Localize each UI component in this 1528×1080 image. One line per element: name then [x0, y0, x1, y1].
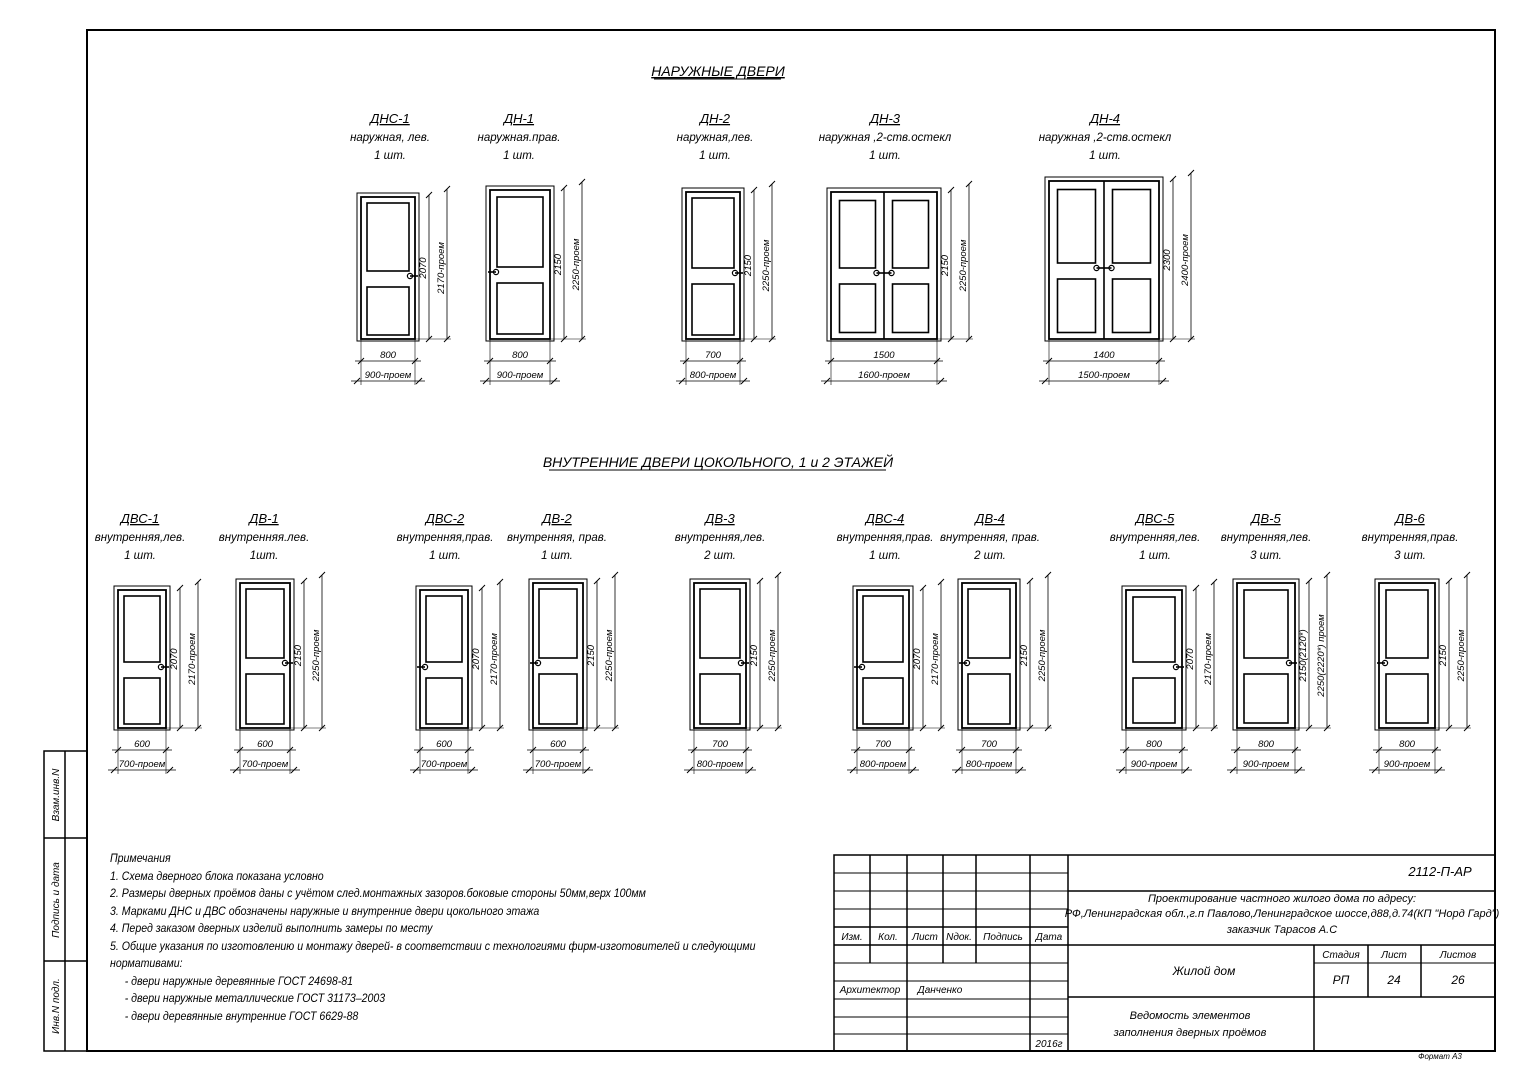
exterior-doors-heading: НАРУЖНЫЕ ДВЕРИ [651, 63, 785, 79]
interior-door-height: 2070 [471, 648, 482, 670]
exterior-door-opening-height: 2400-проем [1180, 234, 1191, 286]
interior-door-frame [1375, 579, 1439, 730]
interior-door-description: внутренняя,прав. [1361, 532, 1459, 544]
standard-line: - двери деревянные внутренние ГОСТ 6629-88 [124, 1010, 359, 1023]
interior-door-description: внутренняя,лев. [1109, 532, 1201, 544]
interior-door-quantity: 3 шт. [1394, 550, 1426, 562]
interior-door-frame [1122, 586, 1186, 730]
interior-door-description: внутренняя, прав. [507, 532, 607, 544]
interior-door-quantity: 1 шт. [541, 550, 573, 562]
exterior-door-description: наружная,лев. [676, 132, 754, 144]
interior-door-leaf-outline [962, 583, 1016, 728]
interior-door-opening-height: 2250-проем [604, 629, 615, 682]
exterior-door-width: 1400 [1093, 350, 1115, 361]
interior-door-frame [416, 586, 472, 730]
door-lower-panel [968, 674, 1010, 724]
interior-door-description: внутренняя,лев. [94, 532, 186, 544]
door-upper-panel [497, 197, 543, 267]
sheets-label: Листов [1439, 950, 1477, 961]
door-lower-panel [426, 678, 462, 724]
interior-door-mark: ДВ-6 [1395, 511, 1425, 526]
interior-door-height: 2070 [912, 648, 923, 670]
interior-door-width: 800 [1399, 739, 1415, 750]
exterior-door-description: наружная, лев. [350, 132, 430, 144]
door-upper-panel [893, 201, 929, 269]
door-upper-panel [968, 589, 1010, 658]
interior-door-opening-height: 2250-проем [1456, 629, 1467, 682]
interior-door-height: 2150 [293, 644, 304, 667]
drawing-code: 2112-П-АР [1408, 864, 1472, 879]
note-line: 4. Перед заказом дверных изделий выполнить замеры по месту [110, 923, 433, 935]
door-lower-panel [124, 678, 160, 724]
interior-door-mark: ДВС-4 [865, 511, 905, 526]
interior-door-description: внутренняя,прав. [836, 532, 934, 544]
door-upper-panel [700, 589, 740, 658]
door-lower-panel [893, 284, 929, 333]
exterior-door-opening-height: 2170-проем [436, 242, 447, 294]
interior-door-height: 2070 [169, 648, 180, 670]
interior-door-width: 700 [981, 739, 997, 750]
door-upper-panel [426, 596, 462, 662]
exterior-door-width: 700 [705, 350, 721, 361]
exterior-door-quantity: 1 шт. [374, 150, 406, 162]
project-line-1: Проектирование частного жилого дома по адресу: [1147, 893, 1417, 905]
interior-door-description: внутренняя, прав. [940, 532, 1040, 544]
interior-door-description: внутренняя.лев. [218, 532, 310, 544]
exterior-door-height: 2150 [743, 254, 754, 277]
role-architect: Архитектор [839, 985, 901, 996]
interior-door-opening-width: 800-проем [696, 759, 744, 770]
interior-door-height: 2150(2120*) [1298, 629, 1309, 682]
interior-door-leaf-outline [420, 590, 468, 728]
exterior-door-description: наружная ,2-ств.остекл [818, 132, 952, 144]
interior-door-opening-width: 700-проем [118, 759, 166, 770]
door-lower-panel [692, 284, 734, 335]
door-upper-panel [1113, 190, 1151, 264]
door-upper-panel [1058, 190, 1096, 264]
interior-door-frame [236, 579, 294, 730]
exterior-door-leaf-outline [490, 190, 550, 339]
interior-door-width: 600 [257, 739, 273, 750]
exterior-door-height: 2150 [553, 253, 564, 276]
door-lower-panel [1133, 678, 1175, 723]
interior-door-height: 2070 [1185, 648, 1196, 670]
interior-door-frame [690, 579, 750, 730]
interior-door-opening-width: 700-проем [420, 759, 468, 770]
note-line: 1. Схема дверного блока показана условно [110, 870, 324, 883]
interior-door-opening-height: 2250-проем [311, 629, 322, 682]
exterior-door-opening-width: 800-проем [689, 370, 737, 381]
col-data: Дата [1035, 932, 1063, 943]
note-line: 3. Марками ДНС и ДВС обозначены наружные и внутренние двери цокольного этажа [110, 905, 540, 918]
interior-door-opening-height: 2170-проем [930, 633, 941, 685]
side-stamp-podpis: Подпись и дата [51, 862, 62, 938]
interior-door-width: 600 [134, 739, 150, 750]
interior-door-opening-width: 900-проем [1383, 759, 1431, 770]
exterior-door-width: 800 [380, 350, 396, 361]
exterior-door-opening-height: 2250-проем [958, 239, 969, 292]
exterior-door-opening-height: 2250-проем [761, 239, 772, 292]
col-podpis: Подпись [983, 932, 1023, 943]
interior-doors-heading: ВНУТРЕННИЕ ДВЕРИ ЦОКОЛЬНОГО, 1 и 2 ЭТАЖЕЙ [542, 454, 894, 470]
door-upper-panel [1244, 590, 1288, 658]
interior-door-description: внутренняя,лев. [1220, 532, 1312, 544]
interior-door-opening-height: 2170-проем [1203, 633, 1214, 685]
exterior-door-mark: ДН-3 [869, 111, 901, 126]
interior-door-quantity: 1шт. [249, 550, 279, 562]
interior-door-opening-height: 2250-проем [767, 629, 778, 682]
col-kol: Кол. [878, 932, 898, 943]
interior-door-leaf-outline [694, 583, 746, 728]
interior-door-mark: ДВ-4 [975, 511, 1005, 526]
door-lower-panel [1244, 674, 1288, 723]
sheet-title-line-1: Ведомость элементов [1129, 1010, 1251, 1022]
side-stamp-vzam: Взам.инв.N [51, 768, 62, 822]
door-lower-panel [246, 674, 284, 724]
interior-door-frame [1233, 579, 1299, 730]
interior-door-opening-height: 2170-проем [187, 633, 198, 685]
interior-door-width: 600 [550, 739, 566, 750]
interior-door-frame [114, 586, 170, 730]
door-lower-panel [497, 283, 543, 334]
exterior-door-opening-width: 900-проем [364, 370, 412, 381]
interior-door-leaf-outline [1126, 590, 1182, 728]
col-list: Лист [912, 932, 938, 943]
project-line-2: РФ,Ленинградская обл.,г.п Павлово,Ленинградское шоссе,д88,д.74(КП "Норд Гард") [1064, 908, 1500, 920]
interior-door-leaf-outline [240, 583, 290, 728]
interior-door-mark: ДВ-1 [249, 511, 279, 526]
note-line: нормативами: [110, 958, 183, 970]
sheet-label: Лист [1381, 950, 1407, 961]
standard-line: - двери наружные деревянные ГОСТ 24698-81 [124, 975, 354, 988]
stage-label: Стадия [1322, 950, 1360, 961]
door-lower-panel [700, 674, 740, 724]
stage-value: РП [1332, 973, 1350, 987]
interior-door-width: 700 [712, 739, 728, 750]
interior-door-mark: ДВ-3 [705, 511, 735, 526]
interior-door-opening-width: 700-проем [534, 759, 582, 770]
interior-door-opening-width: 800-проем [965, 759, 1013, 770]
interior-door-opening-width: 900-проем [1130, 759, 1178, 770]
exterior-door-mark: ДНС-1 [370, 111, 410, 126]
interior-door-opening-height: 2250-проем [1037, 629, 1048, 682]
door-lower-panel [367, 287, 409, 335]
door-upper-panel [863, 596, 903, 662]
interior-door-mark: ДВС-2 [425, 511, 465, 526]
exterior-door-opening-width: 1500-проем [1078, 370, 1130, 381]
exterior-door-width: 1500 [873, 350, 895, 361]
exterior-door-leaf-outline [686, 192, 740, 339]
building-name: Жилой дом [1172, 964, 1236, 978]
sheet-value: 24 [1387, 973, 1401, 987]
interior-door-opening-height: 2250(2220*) проем [1316, 614, 1327, 697]
interior-door-height: 2150 [586, 644, 597, 667]
interior-door-leaf-outline [1379, 583, 1435, 728]
interior-door-height: 2150 [749, 644, 760, 667]
interior-door-leaf-outline [857, 590, 909, 728]
exterior-door-leaf-outline [361, 197, 415, 339]
interior-door-mark: ДВ-5 [1251, 511, 1281, 526]
door-upper-panel [539, 589, 577, 658]
interior-door-quantity: 1 шт. [124, 550, 156, 562]
door-upper-panel [124, 596, 160, 662]
interior-door-width: 700 [875, 739, 891, 750]
door-lower-panel [539, 674, 577, 724]
exterior-door-quantity: 1 шт. [869, 150, 901, 162]
door-upper-panel [1133, 597, 1175, 662]
exterior-door-description: наружная.прав. [477, 132, 561, 144]
interior-door-mark: ДВС-5 [1135, 511, 1175, 526]
exterior-door-mark: ДН-2 [699, 111, 731, 126]
interior-door-frame [529, 579, 587, 730]
interior-door-height: 2150 [1019, 644, 1030, 667]
interior-door-width: 800 [1146, 739, 1162, 750]
door-upper-panel [1386, 590, 1428, 658]
exterior-door-quantity: 1 шт. [699, 150, 731, 162]
door-upper-panel [840, 201, 876, 269]
door-lower-panel [1113, 279, 1151, 333]
sheet-title-line-2: заполнения дверных проёмов [1113, 1027, 1267, 1039]
exterior-door-height: 2150 [940, 254, 951, 277]
exterior-door-opening-height: 2250-проем [571, 238, 582, 291]
interior-door-opening-width: 900-проем [1242, 759, 1290, 770]
interior-door-width: 800 [1258, 739, 1274, 750]
interior-door-width: 600 [436, 739, 452, 750]
interior-door-leaf-outline [118, 590, 166, 728]
exterior-door-opening-width: 1600-проем [858, 370, 910, 381]
sheets-value: 26 [1451, 973, 1465, 987]
interior-door-frame [853, 586, 913, 730]
interior-door-quantity: 3 шт. [1250, 550, 1282, 562]
interior-door-quantity: 1 шт. [1139, 550, 1171, 562]
notes-title: Примечания [110, 853, 171, 865]
side-stamp-inv: Инв.N подл. [51, 978, 62, 1034]
interior-door-opening-width: 700-проем [241, 759, 289, 770]
door-upper-panel [692, 198, 734, 268]
exterior-door-width: 800 [512, 350, 528, 361]
interior-door-quantity: 2 шт. [974, 550, 1006, 562]
interior-door-opening-width: 800-проем [859, 759, 907, 770]
interior-door-leaf-outline [1237, 583, 1295, 728]
interior-door-mark: ДВС-1 [120, 511, 160, 526]
door-lower-panel [1058, 279, 1096, 333]
interior-door-description: внутренняя,лев. [674, 532, 766, 544]
col-izm: Изм. [841, 932, 863, 943]
exterior-door-height: 2300 [1162, 249, 1173, 271]
exterior-door-mark: ДН-4 [1089, 111, 1121, 126]
col-ndok: Nдок. [946, 932, 972, 943]
interior-door-height: 2150 [1438, 644, 1449, 667]
exterior-door-height: 2070 [418, 257, 429, 279]
architect-name: Данченко [917, 985, 963, 996]
interior-door-leaf-outline [533, 583, 583, 728]
exterior-door-opening-width: 900-проем [496, 370, 544, 381]
door-schedule [95, 111, 1471, 774]
year: 2016г [1035, 1039, 1063, 1050]
note-line: 2. Размеры дверных проёмов даны с учётом след.монтажных зазоров.боковые стороны 50мм,верх 100мм [110, 888, 646, 900]
paper-format: Формат А3 [1418, 1052, 1462, 1061]
exterior-door-description: наружная ,2-ств.остекл [1038, 132, 1172, 144]
door-lower-panel [840, 284, 876, 333]
interior-door-quantity: 2 шт. [704, 550, 736, 562]
interior-door-description: внутренняя,прав. [396, 532, 494, 544]
door-upper-panel [367, 203, 409, 271]
note-line: 5. Общие указания по изготовлению и монтажу дверей- в соответствии с технологиями фирм-изготовителей и следующими [110, 940, 756, 953]
interior-door-opening-height: 2170-проем [489, 633, 500, 685]
door-upper-panel [246, 589, 284, 658]
interior-door-mark: ДВ-2 [542, 511, 572, 526]
exterior-door-quantity: 1 шт. [503, 150, 535, 162]
interior-door-quantity: 1 шт. [869, 550, 901, 562]
interior-door-quantity: 1 шт. [429, 550, 461, 562]
exterior-door-quantity: 1 шт. [1089, 150, 1121, 162]
door-lower-panel [1386, 674, 1428, 723]
project-line-3: заказчик Тарасов А.С [1226, 924, 1338, 936]
notes-block [110, 851, 772, 1026]
exterior-door-mark: ДН-1 [503, 111, 535, 126]
standard-line: - двери наружные металлические ГОСТ 31173–2003 [124, 993, 386, 1005]
door-lower-panel [863, 678, 903, 724]
